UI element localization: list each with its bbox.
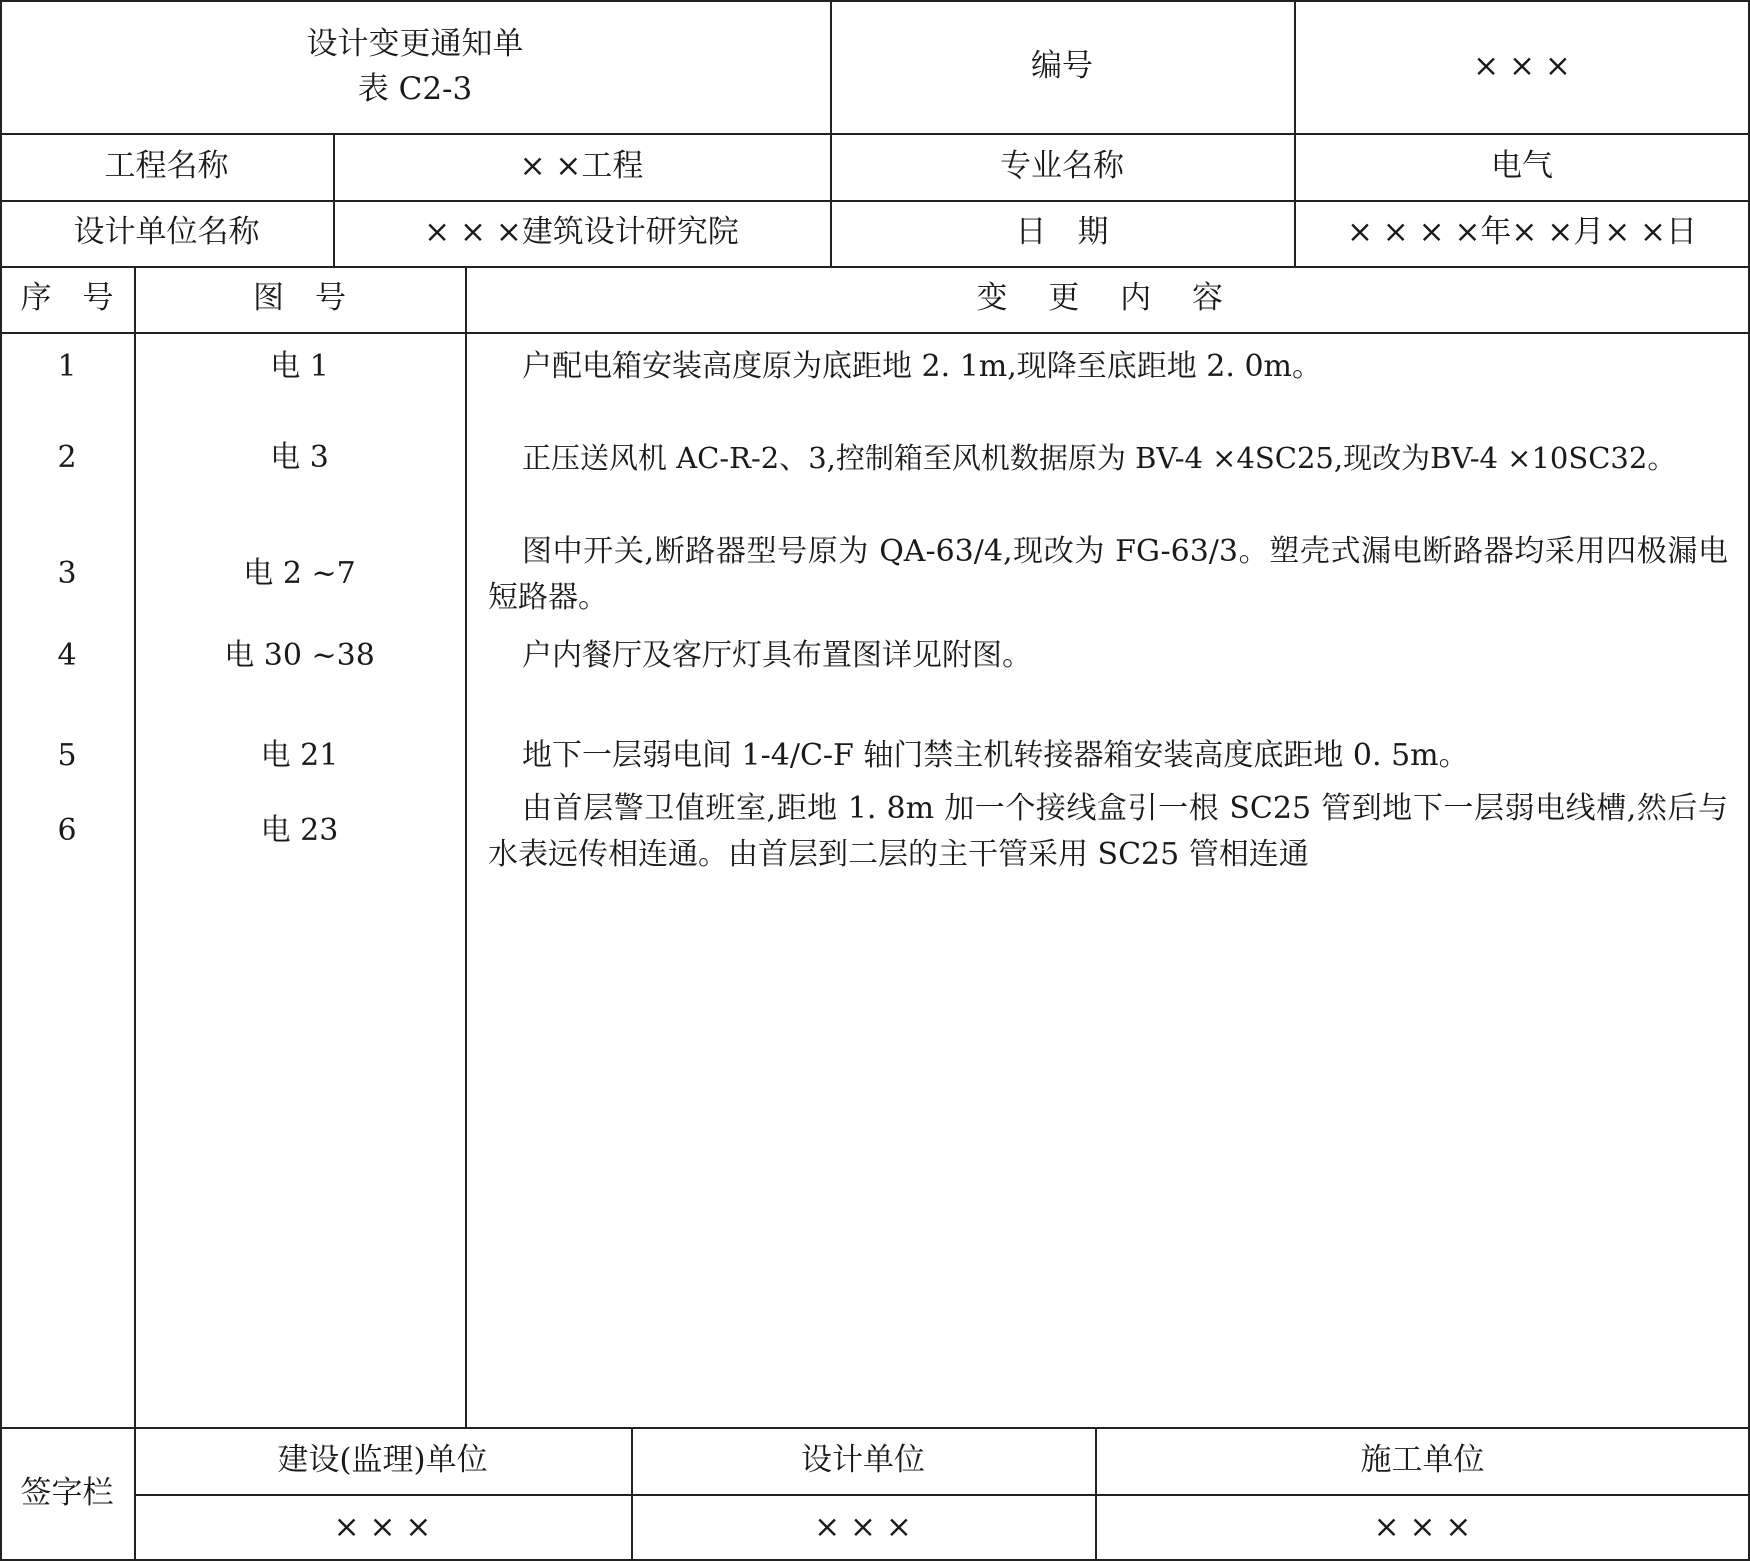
design-unit-signature-label: 设计单位: [801, 1441, 925, 1478]
row-seq: 4: [57, 638, 77, 673]
row-drawing: 电 3: [270, 440, 329, 475]
column-header-content: 变 更 内 容: [976, 280, 1239, 317]
row-content: 图中开关,断路器型号原为 QA-63/4,现改为 FG-63/3。塑壳式漏电断路器均采用四极漏电短路器。: [488, 534, 1728, 615]
row-content: 户内餐厅及客厅灯具布置图详见附图。: [522, 638, 1032, 673]
row-content: 地下一层弱电间 1-4/C-F 轴门禁主机转接器箱安装高度底距地 0. 5m。: [522, 738, 1469, 773]
row-content: 户配电箱安装高度原为底距地 2. 1m,现降至底距地 2. 0m。: [522, 349, 1322, 384]
row-seq: 1: [57, 349, 77, 384]
project-name-label: 工程名称: [104, 147, 229, 184]
rule-v-465: [465, 266, 467, 1427]
construction-unit-label: 施工单位: [1360, 1441, 1485, 1478]
date-label: 日 期: [1015, 214, 1109, 251]
construction-unit-signature: × × ×: [1373, 1508, 1472, 1545]
signature-label: 签字栏: [20, 1475, 114, 1512]
owner-unit-signature: × × ×: [333, 1508, 432, 1545]
row-drawing: 电 23: [260, 813, 339, 848]
form-title-block: [0, 0, 830, 133]
form-title: 设计变更通知单: [306, 25, 524, 62]
row-seq: 6: [57, 813, 77, 848]
discipline-label: 专业名称: [1000, 147, 1124, 184]
design-unit-signature: × × ×: [814, 1508, 912, 1545]
rule-columns: [0, 332, 1750, 334]
design-unit-value: × × ×建筑设计研究院: [424, 214, 739, 251]
row-seq: 3: [57, 556, 77, 591]
design-unit-label: 设计单位名称: [73, 214, 260, 251]
discipline-value: 电气: [1491, 147, 1553, 184]
row-drawing: 电 2 ~7: [243, 556, 356, 591]
number-label: 编号: [1031, 47, 1093, 84]
row-content: 由首层警卫值班室,距地 1. 8m 加一个接线盒引一根 SC25 管到地下一层弱电线槽,然后与水表远传相连通。由首层到二层的主干管采用 SC25 管相连通: [488, 791, 1728, 872]
column-header-drawing: 图 号: [253, 280, 346, 317]
row-seq: 5: [57, 738, 77, 773]
number-value: × × ×: [1473, 47, 1571, 84]
row-content: 正压送风机 AC-R-2、3,控制箱至风机数据原为 BV-4 ×4SC25,现改为BV-4 ×10SC32。: [522, 441, 1677, 475]
row-drawing: 电 1: [270, 349, 329, 384]
row-seq: 2: [57, 440, 77, 475]
form-code: 表 C2-3: [357, 70, 473, 107]
date-value: × × × ×年× ×月× ×日: [1346, 214, 1698, 251]
column-header-seq: 序 号: [20, 280, 114, 317]
owner-unit-label: 建设(监理)单位: [277, 1441, 488, 1478]
row-drawing: 电 30 ~38: [224, 638, 375, 673]
project-name-value: × ×工程: [519, 147, 644, 184]
row-drawing: 电 21: [260, 738, 339, 773]
